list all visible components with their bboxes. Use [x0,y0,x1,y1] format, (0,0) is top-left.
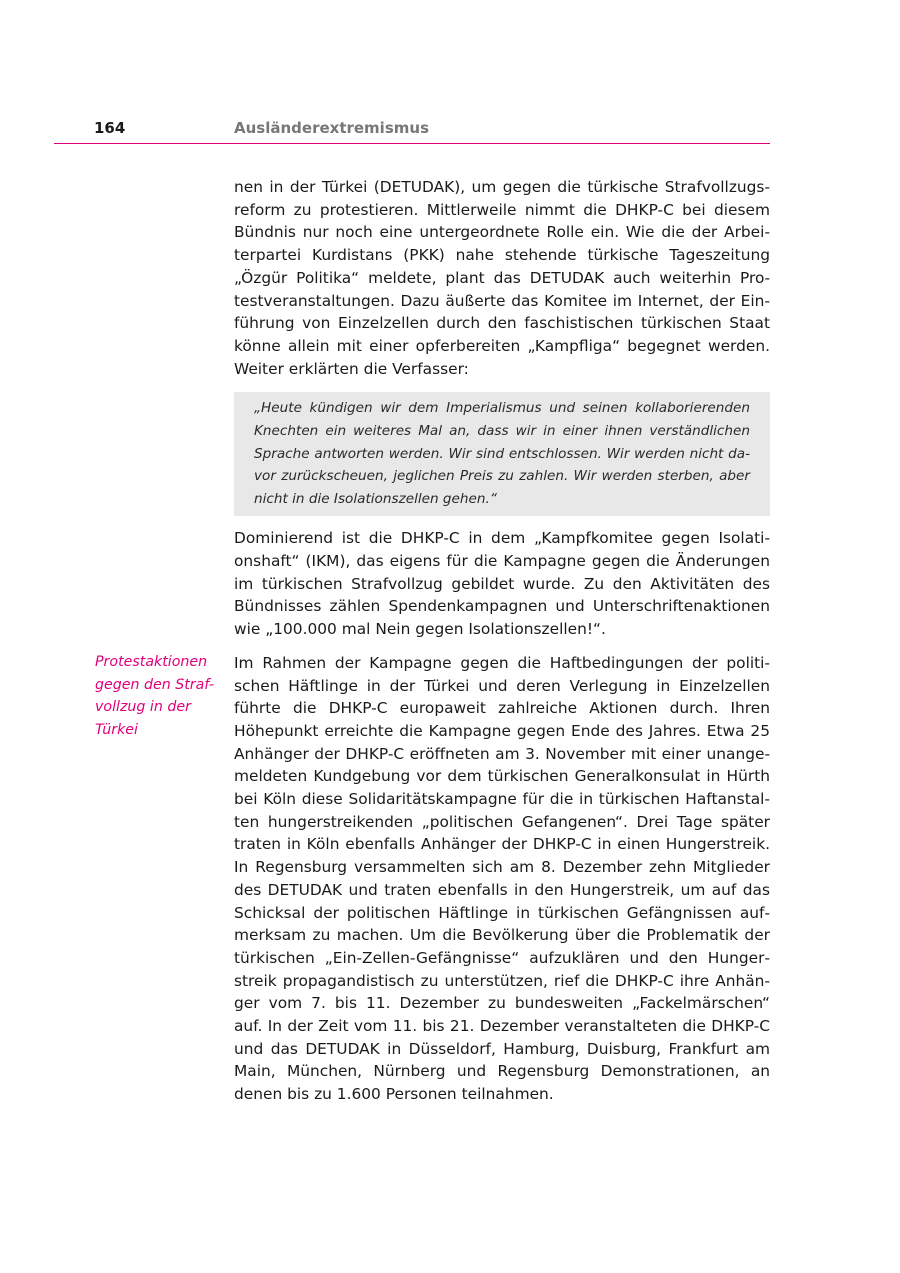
page-number: 164 [94,119,126,137]
block-quote [234,392,770,516]
chapter-title: Ausländerextremismus [234,119,429,137]
margin-note: Protestaktionen gegen den Straf- vollzug in der Türkei [95,654,215,739]
quote-text: „Heute kündigen wir dem Imperialismus und seinen kollaborierenden Knechten ein weiteres Mal an, dass wir in einer ihnen verständlichen Sprache antworten werden. Wir sind entschlossen. Wir werden nicht davor zurückscheuen, jeglichen Preis zu zahlen. Wir werden sterben, aber nicht in die Isolationszellen gehen.“ [254,400,750,507]
page-header [54,117,770,144]
main-text-column [234,176,770,1106]
body-paragraph-3: Im Rahmen der Kampagne gegen die Haftbedingungen der politischen Häftlinge in der Türkei und deren Verlegung in Einzelzellen führte die DHKP-C europaweit zahlreiche Aktionen durch. Ihren Höhepunkt erreichte die Kampagne gegen Ende des Jahres. Etwa 25 Anhänger der DHKP-C eröffneten am 3. November mit einer unangemeldeten Kundgebung vor dem türkischen Generalkonsulat in Hürth bei Köln diese Solidaritätskampagne für die in türkischen Haftanstalten hungerstreikenden „politischen Gefangenen“. Drei Tage später traten in Köln ebenfalls Anhänger der DHKP-C in einen Hungerstreik. In Regensburg versammelten sich am 8. Dezember zehn Mitglieder des DETUDAK und traten ebenfalls in den Hungerstreik, um auf das Schicksal der politischen Häftlinge in türkischen Gefängnissen aufmerksam zu machen. Um die Bevölkerung über die Problematik der türkischen „Ein-Zellen-Gefängnisse“ aufzuklären und den Hungerstreik propagandistisch zu unterstützen, rief die DHKP-C ihre Anhänger vom 7. bis 11. Dezember zu bundesweiten „Fackelmärschen“ auf. In der Zeit vom 11. bis 21. Dezember veranstalteten die DHKP-C und das DETUDAK in Düsseldorf, Hamburg, Duisburg, Frankfurt am Main, München, Nürnberg und Regensburg Demonstrationen, an denen bis zu 1.600 Personen teilnahmen. [234,653,770,1104]
body-paragraph-2: Dominierend ist die DHKP-C in dem „Kampfkomitee gegen Isolationshaft“ (IKM), das eigens für die Kampagne gegen die Änderungen im türkischen Strafvollzug gebildet wurde. Zu den Aktivitäten des Bündnisses zählen Spendenkampagnen und Unterschriftenaktionen wie „100.000 mal Nein gegen Isolationszellen!“. [234,529,770,639]
body-paragraph-1: nen in der Türkei (DETUDAK), um gegen die türkische Strafvollzugsreform zu protestieren. Mittlerweile nimmt die DHKP-C bei diesem Bündnis nur noch eine untergeordnete Rolle ein. Wie die der Arbeiterpartei Kurdistans (PKK) nahe stehende türkische Tageszeitung „Özgür Politika“ meldete, plant das DETUDAK auch weiterhin Protestveranstaltungen. Dazu äußerte das Komitee im Internet, der Einführung von Einzelzellen durch den faschistischen türkischen Staat könne allein mit einer opferbereiten „Kampfliga“ begegnet werden. Weiter erklärten die Verfasser: [234,178,770,378]
